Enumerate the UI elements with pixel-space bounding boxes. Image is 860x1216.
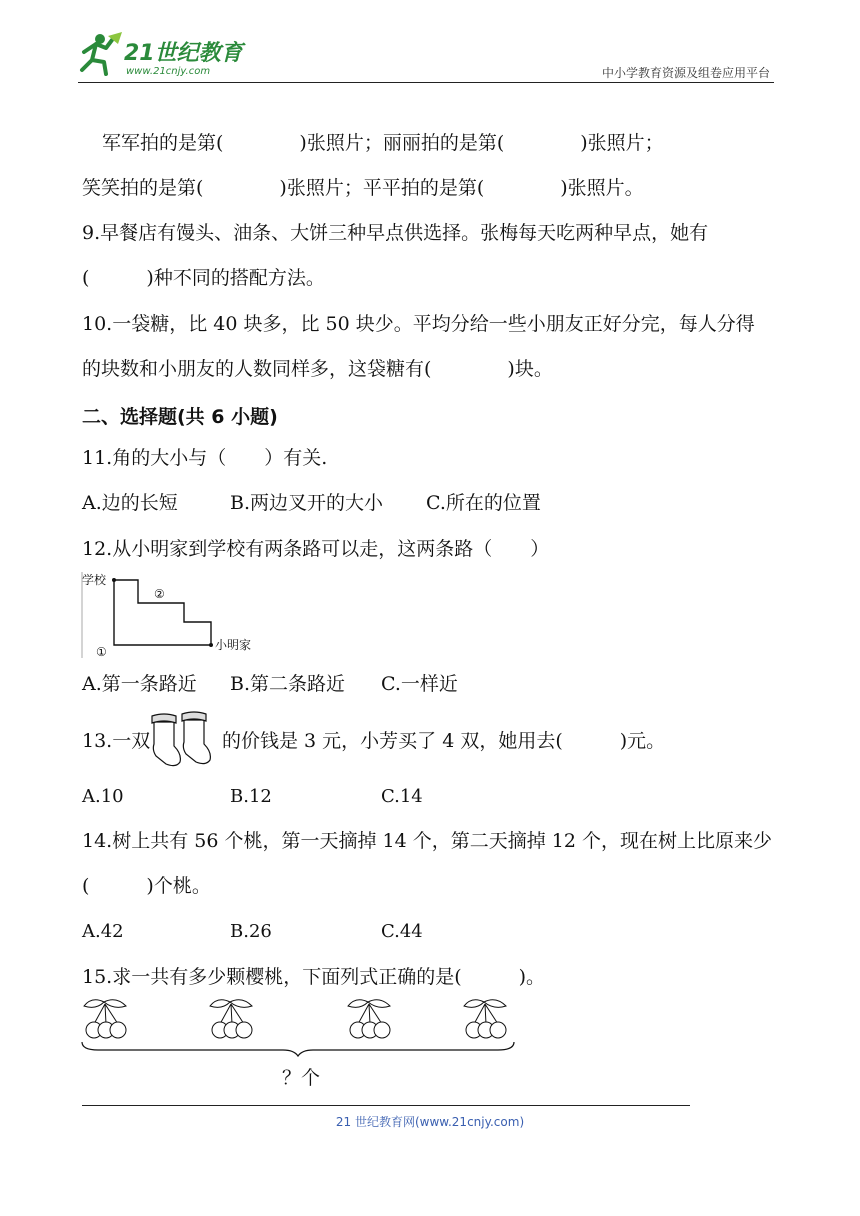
q8-line-1: 军军拍的是第( )张照片；丽丽拍的是第( )张照片； [102, 132, 664, 154]
q11-stem: 11.角的大小与（ ）有关. [82, 447, 328, 469]
q14-line-1: 14.树上共有 56 个桃，第一天摘掉 14 个，第二天摘掉 12 个，现在树上比原来少 [82, 830, 772, 852]
route-1-label: ① [96, 645, 107, 659]
q12-option-b: B.第二条路近 [230, 673, 346, 695]
cherry-icon [348, 1000, 390, 1038]
home-label: 小明家 [215, 638, 252, 652]
total-brace [82, 1042, 514, 1056]
site-logo [78, 30, 258, 80]
q10-line-1: 10.一袋糖，比 40 块多，比 50 块少。平均分给一些小朋友正好分完，每人分得 [82, 313, 755, 335]
header-divider [78, 82, 774, 83]
q10-line-2: 的块数和小朋友的人数同样多，这袋糖有( )块。 [82, 358, 553, 380]
q8-line-2: 笑笑拍的是第( )张照片；平平拍的是第( )张照片。 [82, 177, 644, 199]
q14-option-c: C.44 [381, 921, 423, 942]
route-figure [80, 568, 270, 662]
logo-main-text: 21世纪教育 [124, 41, 243, 66]
socks-icon [148, 710, 220, 772]
school-label: 学校 [82, 573, 107, 587]
q12-option-a: A.第一条路近 [82, 673, 197, 695]
q14-line-2: ( )个桃。 [82, 875, 211, 897]
platform-label: 中小学教育资源及组卷应用平台 [601, 66, 770, 80]
logo-url-text: www.21cnjy.com [126, 66, 211, 77]
cherry-icon [464, 1000, 506, 1038]
q13-option-a: A.10 [82, 786, 124, 807]
q11-option-c: C.所在的位置 [426, 492, 541, 514]
runner-logo-icon [82, 32, 122, 74]
q9-line-2: ( )种不同的搭配方法。 [82, 267, 325, 289]
q11-option-a: A.边的长短 [82, 492, 178, 514]
q12-option-c: C.一样近 [381, 673, 458, 695]
q14-option-b: B.26 [230, 921, 272, 942]
footer-divider [82, 1105, 690, 1106]
cherry-icon [210, 1000, 252, 1038]
cherries-figure [78, 996, 528, 1058]
route-2-label: ② [154, 587, 165, 601]
q12-stem: 12.从小明家到学校有两条路可以走，这两条路（ ） [82, 538, 550, 560]
brace-label: ？个 [282, 1067, 321, 1089]
q13-stem-a: 13.一双 [82, 730, 151, 752]
q13-option-b: B.12 [230, 786, 272, 807]
q11-option-b: B.两边叉开的大小 [230, 492, 384, 514]
cherry-icon [84, 1000, 126, 1038]
q9-line-1: 9.早餐店有馒头、油条、大饼三种早点供选择。张梅每天吃两种早点，她有 [82, 222, 709, 244]
q13-stem-b: 的价钱是 3 元，小芳买了 4 双，她用去( )元。 [222, 730, 666, 752]
q13-option-c: C.14 [381, 786, 423, 807]
q14-option-a: A.42 [82, 921, 124, 942]
q15-stem: 15.求一共有多少颗樱桃，下面列式正确的是( )。 [82, 966, 546, 988]
footer-text: 21 世纪教育网(www.21cnjy.com) [335, 1115, 525, 1129]
section-title: 二、选择题(共 6 小题) [82, 406, 278, 428]
home-point [209, 643, 213, 647]
